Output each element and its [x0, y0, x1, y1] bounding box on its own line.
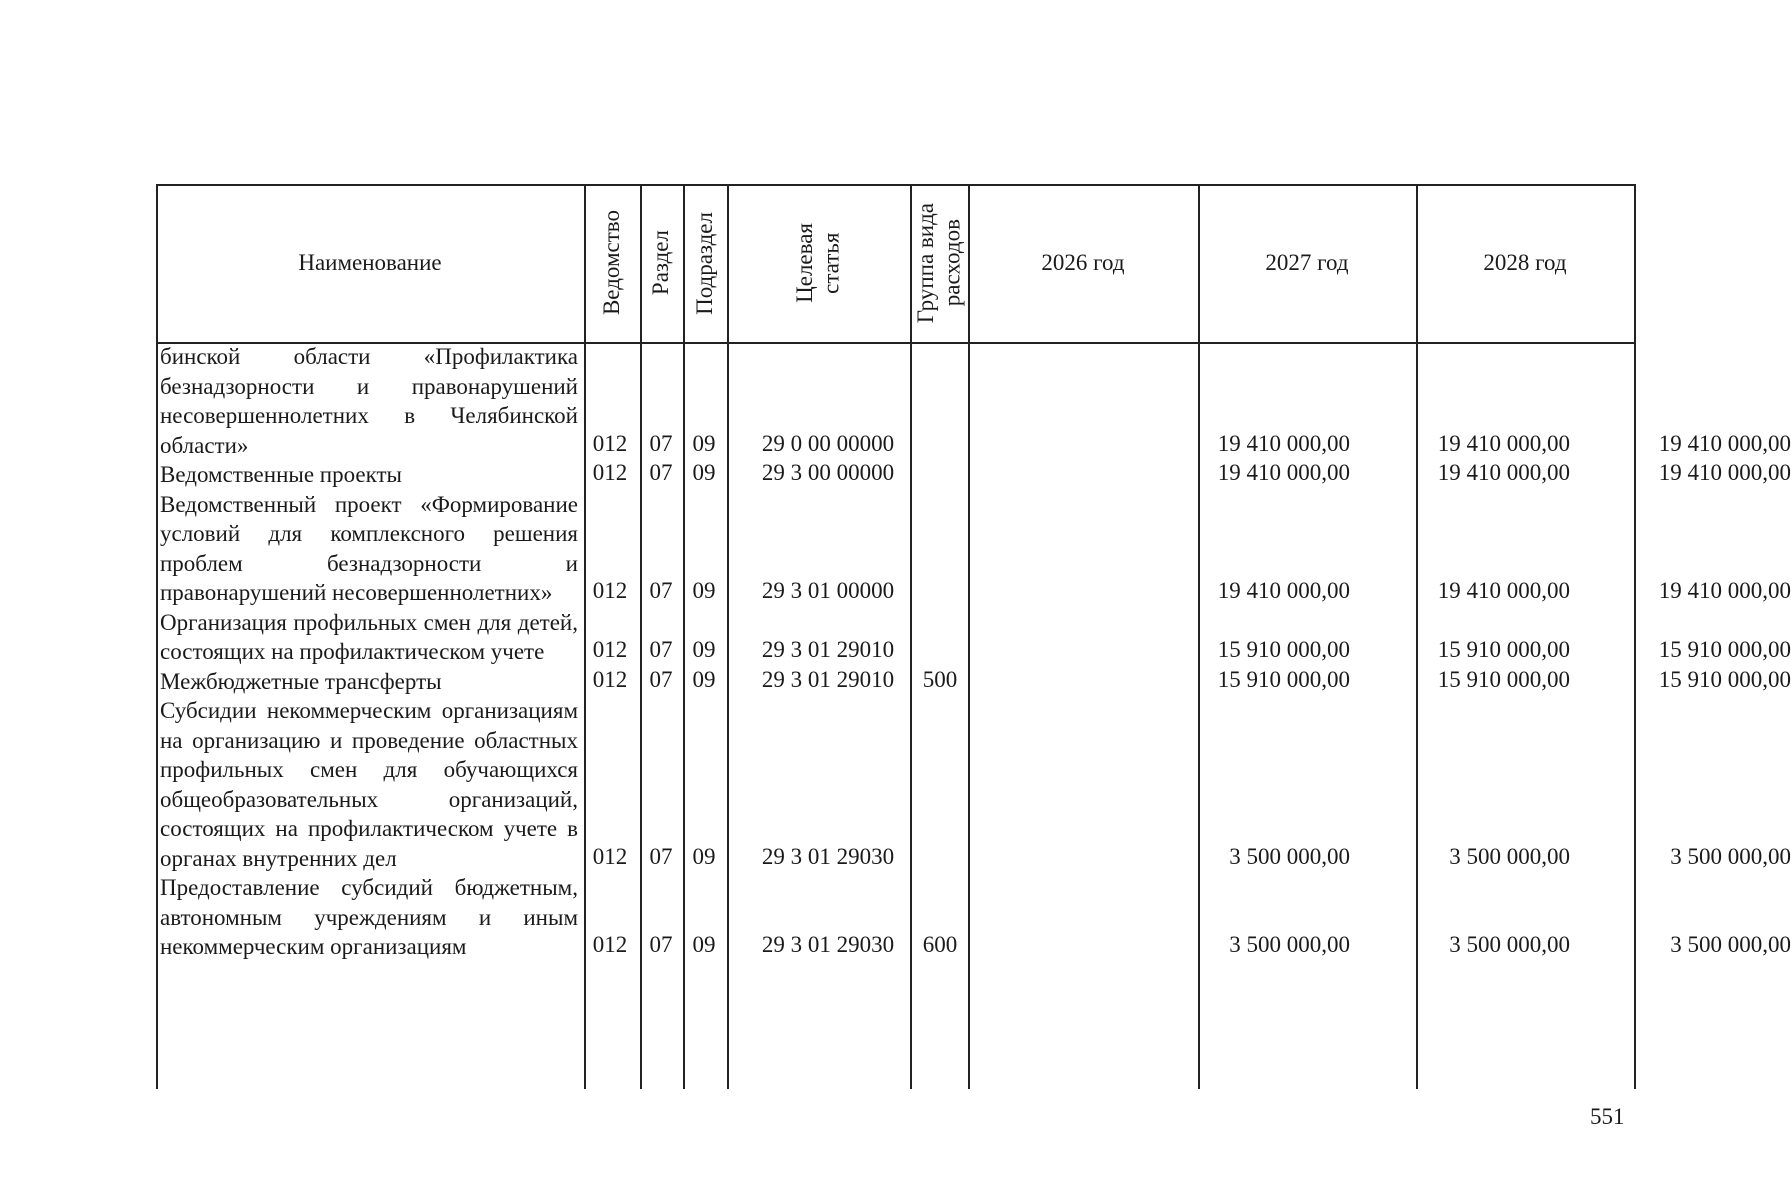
row-vedomstvo: 012	[592, 637, 628, 662]
row-2027: 3 500 000,00	[1449, 932, 1570, 957]
row-razdel: 07	[649, 932, 673, 957]
header-celevaya-label	[792, 223, 845, 303]
row-2026: 15 910 000,00	[1217, 637, 1350, 662]
row-name: Ведомственные проекты	[160, 462, 402, 487]
row-razdel: 07	[649, 637, 673, 662]
table-row	[156, 666, 1791, 697]
header-gruppa	[910, 184, 968, 342]
row-celevaya: 29 3 01 29030	[761, 932, 895, 957]
row-name: Организация профильных смен для детей, состоящих на профилактическом учете	[160, 609, 578, 664]
header-2026	[968, 184, 1198, 342]
row-vedomstvo: 012	[592, 932, 628, 957]
header-2028-label: 2028 год	[1483, 250, 1567, 275]
row-razdel: 07	[649, 666, 673, 692]
row-name: Субсидии некоммерческим организациям на организацию и проведение областных профильных смен для обучающихся общеобразовательных организаций, состоящих на профилактическом учете в органах внутренних дел	[160, 698, 578, 871]
row-name: Межбюджетные трансферты	[160, 668, 442, 694]
page-number: 551	[1590, 1104, 1625, 1129]
header-gruppa-line2: расходов	[939, 219, 964, 307]
row-2028: 15 910 000,00	[1658, 637, 1791, 662]
row-2026: 3 500 000,00	[1229, 932, 1350, 957]
table-row	[156, 608, 1791, 667]
header-gruppa-line1: Группа вида	[912, 202, 938, 324]
row-2028: 3 500 000,00	[1670, 932, 1791, 957]
table-row	[156, 342, 1791, 460]
row-razdel: 07	[649, 430, 673, 456]
row-celevaya: 29 3 01 29010	[761, 666, 895, 692]
row-razdel: 07	[649, 843, 673, 869]
row-vedomstvo: 012	[592, 578, 628, 603]
header-2026-label: 2026 год	[1041, 250, 1125, 275]
row-vedomstvo: 012	[592, 843, 628, 869]
header-2027	[1198, 184, 1416, 342]
row-name: Предоставление субсидий бюджетным, автономным учреждениям и иным некоммерческим организациям	[160, 875, 578, 959]
header-celevaya-line1: Целевая	[792, 223, 818, 303]
table-row	[156, 460, 1791, 490]
row-gruppa: 500	[922, 666, 958, 692]
row-name: бинской области «Профилактика безнадзорности и правонарушений несовершеннолетних в Челябинской области»	[160, 344, 578, 458]
table-header	[156, 184, 1634, 342]
row-podrazdel: 09	[692, 932, 716, 957]
table-row	[156, 490, 1791, 608]
row-vedomstvo: 012	[592, 460, 628, 485]
row-2028: 19 410 000,00	[1658, 460, 1791, 485]
row-podrazdel: 09	[692, 843, 716, 869]
row-2026: 15 910 000,00	[1217, 666, 1350, 692]
table-body	[156, 342, 1791, 962]
row-celevaya: 29 3 01 29010	[761, 637, 895, 662]
row-vedomstvo: 012	[592, 430, 628, 456]
row-celevaya: 29 3 01 00000	[761, 578, 895, 603]
header-2028	[1416, 184, 1634, 342]
row-2026: 19 410 000,00	[1217, 430, 1350, 456]
row-celevaya: 29 0 00 00000	[761, 430, 895, 456]
row-name: Ведомственный проект «Формирование условий для комплексного решения проблем безнадзорности и правонарушений несовершеннолетних»	[160, 491, 578, 605]
row-2027: 15 910 000,00	[1437, 666, 1570, 692]
row-2027: 3 500 000,00	[1449, 843, 1570, 869]
row-podrazdel: 09	[692, 578, 716, 603]
row-2026: 19 410 000,00	[1217, 578, 1350, 603]
header-celevaya-line2: статья	[818, 232, 844, 294]
row-razdel: 07	[649, 578, 673, 603]
table-row	[156, 873, 1791, 962]
row-2027: 15 910 000,00	[1437, 637, 1570, 662]
header-vedomstvo	[584, 184, 640, 342]
header-name	[156, 184, 584, 342]
header-razdel	[640, 184, 683, 342]
row-2026: 19 410 000,00	[1217, 460, 1350, 485]
row-podrazdel: 09	[692, 460, 716, 485]
table-row	[156, 696, 1791, 873]
row-celevaya: 29 3 01 29030	[761, 843, 895, 869]
header-razdel-label: Раздел	[648, 230, 674, 296]
header-celevaya	[727, 184, 910, 342]
row-2027: 19 410 000,00	[1437, 460, 1570, 485]
header-2027-label: 2027 год	[1265, 250, 1349, 275]
row-gruppa: 600	[922, 932, 958, 957]
row-podrazdel: 09	[692, 637, 716, 662]
header-podrazdel	[683, 184, 727, 342]
row-podrazdel: 09	[692, 666, 716, 692]
row-2026: 3 500 000,00	[1229, 843, 1350, 869]
row-2028: 19 410 000,00	[1658, 430, 1791, 456]
row-2028: 15 910 000,00	[1658, 666, 1791, 692]
row-razdel: 07	[649, 460, 673, 485]
header-vedomstvo-label: Ведомство	[598, 210, 624, 316]
row-2028: 3 500 000,00	[1670, 843, 1791, 869]
row-vedomstvo: 012	[592, 666, 628, 692]
row-2027: 19 410 000,00	[1437, 578, 1570, 603]
row-2027: 19 410 000,00	[1437, 430, 1570, 456]
row-celevaya: 29 3 00 00000	[761, 460, 895, 485]
header-podrazdel-label: Подраздел	[691, 211, 717, 315]
header-gruppa-label	[913, 203, 966, 323]
row-2028: 19 410 000,00	[1658, 578, 1791, 603]
row-podrazdel: 09	[692, 430, 716, 456]
header-name-label: Наименование	[298, 250, 442, 275]
